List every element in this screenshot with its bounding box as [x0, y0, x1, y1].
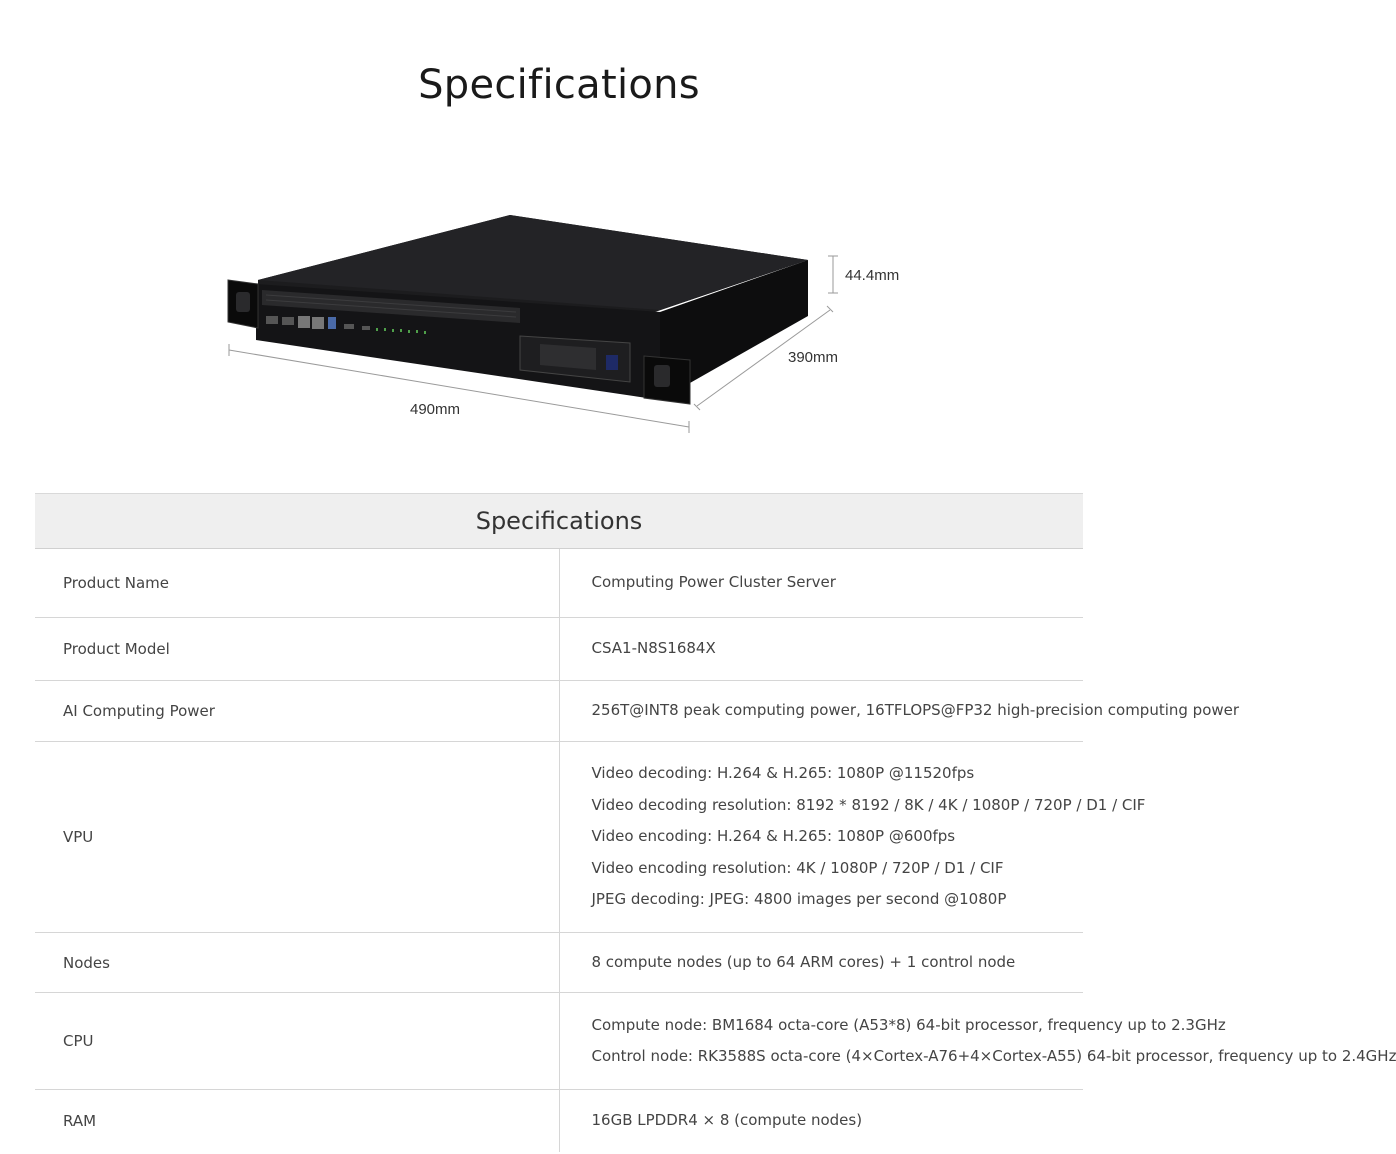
row-label: AI Computing Power — [35, 681, 559, 742]
row-value — [559, 681, 1240, 742]
table-row — [35, 933, 1083, 993]
value-line: Video decoding resolution: 8192 * 8192 / 8K / 4K / 1080P / 720P / D1 / CIF — [591, 795, 1146, 814]
value-line: 8 compute nodes (up to 64 ARM cores) + 1 control node — [591, 952, 1016, 971]
value-line: Video encoding resolution: 4K / 1080P / 720P / D1 / CIF — [591, 858, 1004, 877]
specifications-table — [35, 493, 1396, 1152]
row-label: Product Name — [35, 549, 559, 618]
value-line: Computing Power Cluster Server — [591, 573, 836, 592]
page-title: Specifications — [418, 62, 700, 108]
table-row — [35, 742, 1083, 933]
row-value — [559, 1090, 1083, 1152]
table-row — [35, 681, 1083, 742]
value-line: Compute node: BM1684 octa-core (A53*8) 64-bit processor, frequency up to 2.3GHz — [591, 1015, 1226, 1034]
row-label: CPU — [35, 993, 559, 1090]
value-line: 16GB LPDDR4 × 8 (compute nodes) — [591, 1111, 863, 1129]
row-value — [559, 933, 1083, 993]
table-row — [35, 993, 1083, 1090]
value-line: Video decoding: H.264 & H.265: 1080P @11520fps — [591, 764, 975, 783]
value-line: Control node: RK3588S octa-core (4×Cortex-A76+4×Cortex-A55) 64-bit processor, frequency up to 2.4GHz — [591, 1047, 1396, 1065]
value-line: Video encoding: H.264 & H.265: 1080P @600fps — [591, 827, 956, 846]
table-row — [35, 549, 1083, 618]
table-row — [35, 618, 1083, 681]
row-label: VPU — [35, 742, 559, 933]
value-line: CSA1-N8S1684X — [591, 639, 716, 658]
table-row — [35, 1090, 1083, 1152]
row-value — [559, 618, 1083, 681]
depth-dimension-label: 390mm — [788, 349, 839, 366]
table-header: Specifications — [35, 494, 1083, 549]
value-line: 256T@INT8 peak computing power, 16TFLOPS@FP32 high-precision computing power — [591, 701, 1240, 720]
width-dimension-label: 490mm — [410, 401, 461, 418]
server-illustration — [0, 160, 1118, 460]
row-value — [559, 742, 1146, 933]
value-line: JPEG decoding: JPEG: 4800 images per second @1080P — [591, 890, 1007, 909]
row-value — [559, 549, 1083, 618]
row-label: Product Model — [35, 618, 559, 681]
row-label: RAM — [35, 1090, 559, 1152]
product-image — [0, 160, 1118, 460]
row-label: Nodes — [35, 933, 559, 993]
height-dimension-label: 44.4mm — [845, 267, 900, 284]
row-value — [559, 993, 1396, 1090]
